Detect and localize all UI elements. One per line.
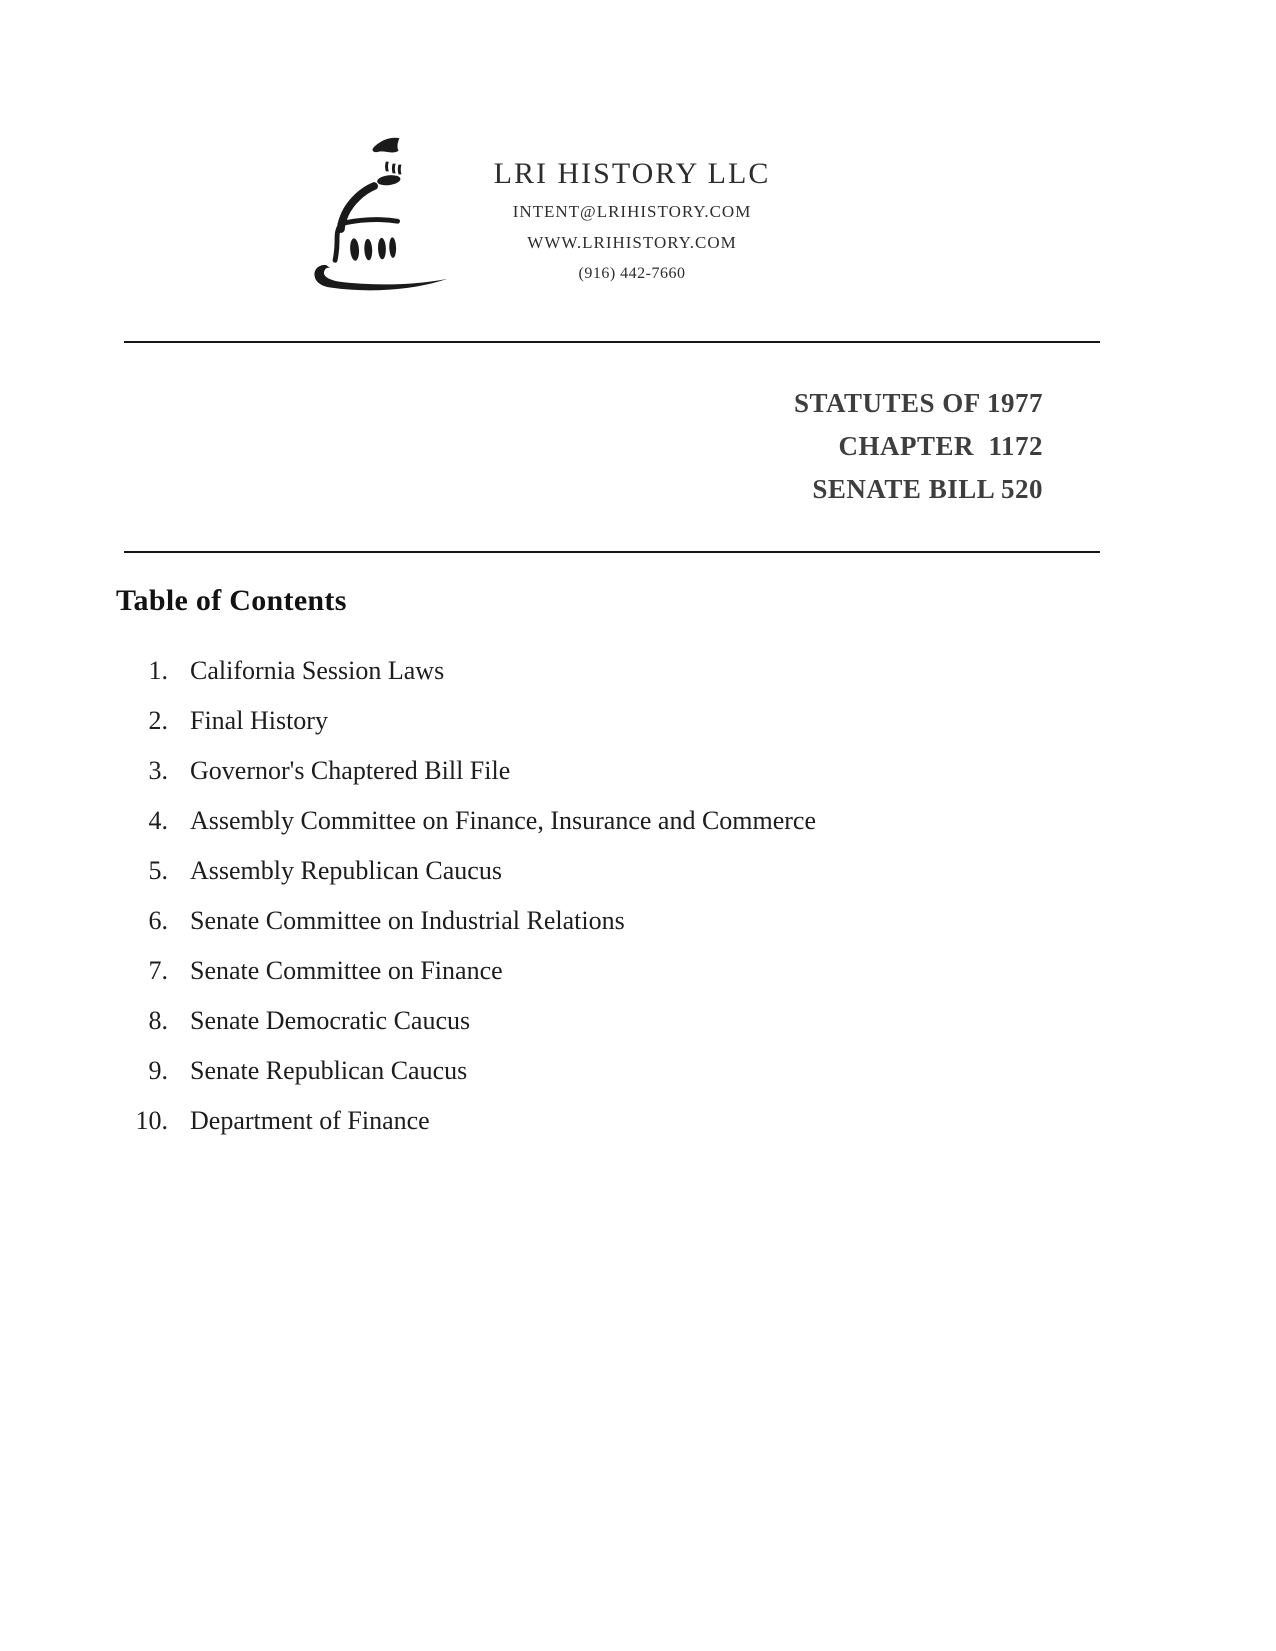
- toc-item-number: 2.: [148, 706, 168, 735]
- toc-item-label: Assembly Committee on Finance, Insurance and Commerce: [190, 806, 817, 835]
- toc-item-number: 8.: [148, 1006, 168, 1035]
- toc-item-label: Senate Committee on Industrial Relations: [190, 906, 625, 935]
- toc-item-number: 5.: [148, 856, 168, 885]
- toc-item: [0, 946, 1100, 996]
- company-website: WWW.LRIHISTORY.COM: [527, 233, 737, 252]
- horizontal-rule-top: [124, 341, 1100, 343]
- toc-item: [0, 996, 1100, 1046]
- toc-item: [0, 1096, 1100, 1146]
- toc-item-label: Final History: [190, 706, 328, 735]
- toc-item-number: 1.: [148, 656, 168, 685]
- company-email: INTENT@LRIHISTORY.COM: [512, 202, 752, 221]
- toc-item-label: Department of Finance: [190, 1106, 430, 1135]
- toc-item: [0, 796, 1100, 846]
- toc-item-label: Senate Committee on Finance: [190, 956, 503, 985]
- horizontal-rule-bottom: [124, 551, 1100, 553]
- toc-item-label: Assembly Republican Caucus: [190, 856, 502, 885]
- toc-item: [0, 746, 1100, 796]
- toc-item: [0, 696, 1100, 746]
- toc-item: [0, 896, 1100, 946]
- toc-item-label: Senate Democratic Caucus: [190, 1006, 471, 1035]
- statutes-line: STATUTES OF 1977: [793, 388, 1043, 418]
- toc-item: [0, 646, 1100, 696]
- company-phone: (916) 442-7660: [578, 265, 686, 282]
- company-name: LRI HISTORY LLC: [493, 157, 771, 190]
- toc-title: Table of Contents: [116, 584, 347, 617]
- chapter-line: CHAPTER 1172: [838, 431, 1043, 461]
- toc-item-number: 6.: [148, 906, 168, 935]
- statute-reference-block: [794, 382, 1043, 511]
- toc-item-label: Senate Republican Caucus: [190, 1056, 468, 1085]
- toc-item-number: 10.: [135, 1106, 168, 1135]
- senate-bill-line: SENATE BILL 520: [812, 474, 1043, 504]
- toc-item-number: 3.: [148, 756, 168, 785]
- toc-list: [0, 646, 1100, 1146]
- toc-item-label: Governor's Chaptered Bill File: [190, 756, 511, 785]
- toc-item-number: 4.: [148, 806, 168, 835]
- toc-item-number: 9.: [148, 1056, 168, 1085]
- toc-item: [0, 1046, 1100, 1096]
- toc-item-number: 7.: [148, 956, 168, 985]
- letterhead: [432, 156, 832, 285]
- toc-item-label: California Session Laws: [190, 656, 445, 685]
- toc-item: [0, 846, 1100, 896]
